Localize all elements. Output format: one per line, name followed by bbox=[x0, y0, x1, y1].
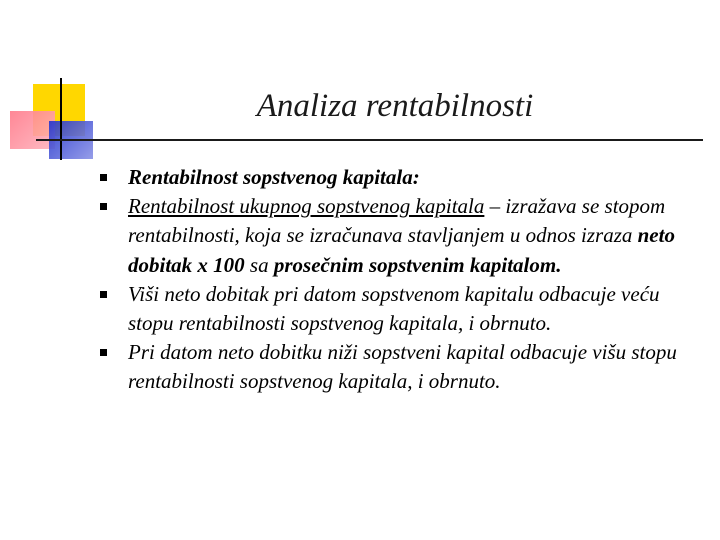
square-bullet-icon bbox=[100, 203, 107, 210]
bullet-text: sa bbox=[244, 252, 274, 277]
square-bullet-icon bbox=[100, 174, 107, 181]
square-bullet-icon bbox=[100, 291, 107, 298]
bullet-bold-text: neto dobitak x 100 bbox=[128, 223, 675, 277]
bullet-bold-text: prosečnim sopstvenim kapitalom. bbox=[273, 252, 562, 277]
square-bullet-icon bbox=[100, 349, 107, 356]
bullet-item-4 bbox=[0, 338, 720, 396]
bullet-list bbox=[0, 163, 720, 397]
bullet-text: Pri datom neto dobitku niži sopstveni kapital odbacuje višu stopu rentabilnosti sopstvenog kapitala, i obrnuto. bbox=[128, 340, 677, 394]
bullet-text: – izražava se stopom rentabilnosti, koja se izračunava stavljanjem u odnos izraza bbox=[128, 194, 666, 248]
bullet-text: Viši neto dobitak pri datom sopstvenom kapitalu odbacuje veću stopu rentabilnosti sopstvenog kapitala, i obrnuto. bbox=[128, 281, 660, 336]
logo-vertical-line bbox=[60, 78, 62, 160]
bullet-underlined-lead: Rentabilnost ukupnog sopstvenog kapitala bbox=[128, 194, 485, 219]
bullet-text: Rentabilnost sopstvenog kapitala: bbox=[128, 165, 420, 189]
slide-title: Analiza rentabilnosti bbox=[256, 88, 534, 124]
bullet-item-1 bbox=[0, 163, 720, 192]
title-divider-line bbox=[36, 139, 703, 141]
bullet-item-3 bbox=[0, 280, 720, 338]
bullet-item-2 bbox=[0, 192, 720, 280]
